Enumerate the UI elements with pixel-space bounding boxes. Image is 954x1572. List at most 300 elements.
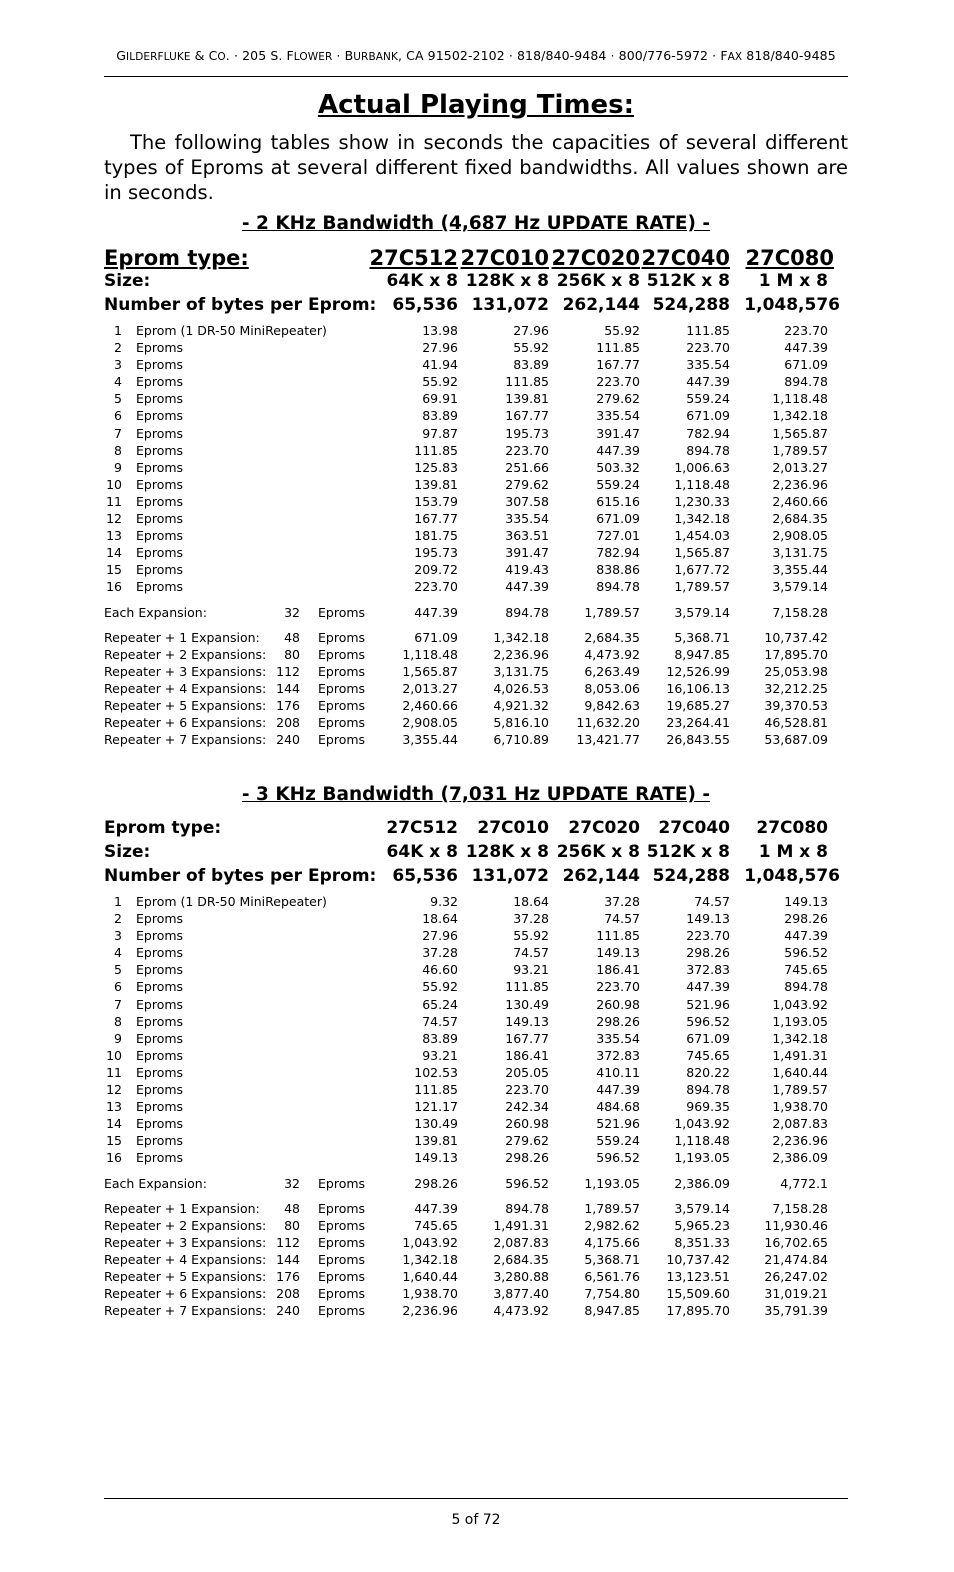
value-cell: 25,053.98 — [764, 663, 828, 679]
value-cell: 4,026.53 — [493, 680, 549, 696]
value-cell: 69.91 — [422, 391, 458, 407]
value-cell: 3,355.44 — [772, 562, 828, 578]
repeater-count: 112 — [276, 663, 300, 679]
eprom-desc: Eproms — [136, 459, 184, 475]
value-cell: 298.26 — [596, 1013, 640, 1029]
col-bytes: 524,288 — [652, 866, 730, 886]
value-cell: 596.52 — [784, 945, 828, 961]
value-cell: 372.83 — [596, 1047, 640, 1063]
repeater-unit: Eproms — [318, 1200, 366, 1216]
value-cell: 3,280.88 — [493, 1268, 549, 1284]
value-cell: 1,230.33 — [674, 493, 730, 509]
repeater-count: 240 — [276, 732, 300, 748]
value-cell: 93.21 — [422, 1047, 458, 1063]
expansion-unit: Eproms — [318, 604, 366, 620]
value-cell: 1,342.18 — [772, 1030, 828, 1046]
value-cell: 139.81 — [505, 391, 549, 407]
value-cell: 2,684.35 — [772, 511, 828, 527]
value-cell: 1,043.92 — [772, 996, 828, 1012]
value-cell: 1,565.87 — [402, 663, 458, 679]
table-row — [104, 544, 848, 561]
row-spacer — [104, 1192, 848, 1200]
table-row — [104, 407, 848, 424]
value-cell: 298.26 — [686, 945, 730, 961]
value-cell: 167.77 — [414, 511, 458, 527]
value-cell: 335.54 — [505, 511, 549, 527]
table-row — [104, 459, 848, 476]
table-row — [104, 1115, 848, 1132]
repeater-row — [104, 663, 848, 680]
value-cell: 4,473.92 — [584, 646, 640, 662]
col-type: 27C040 — [641, 246, 730, 270]
value-cell: 111.85 — [596, 340, 640, 356]
value-cell: 65.24 — [422, 996, 458, 1012]
eprom-desc: Eproms — [136, 1150, 184, 1166]
value-cell: 153.79 — [414, 493, 458, 509]
value-cell: 37.28 — [513, 911, 549, 927]
col-size: 128K x 8 — [465, 271, 549, 291]
value-cell: 838.86 — [596, 562, 640, 578]
col-type: 27C512 — [386, 818, 458, 838]
value-cell: 125.83 — [414, 459, 458, 475]
bytes-row — [104, 295, 848, 322]
value-cell: 55.92 — [513, 340, 549, 356]
repeater-unit: Eproms — [318, 646, 366, 662]
repeater-unit: Eproms — [318, 715, 366, 731]
value-cell: 447.39 — [414, 604, 458, 620]
table-row — [104, 1081, 848, 1098]
value-cell: 186.41 — [505, 1047, 549, 1063]
table-row — [104, 1013, 848, 1030]
value-cell: 820.22 — [686, 1064, 730, 1080]
value-cell: 521.96 — [596, 1116, 640, 1132]
value-cell: 1,342.18 — [674, 511, 730, 527]
eprom-count: 15 — [106, 1133, 122, 1149]
value-cell: 1,938.70 — [402, 1286, 458, 1302]
value-cell: 195.73 — [414, 545, 458, 561]
value-cell: 8,053.06 — [584, 680, 640, 696]
value-cell: 447.39 — [686, 979, 730, 995]
eprom-desc: Eproms — [136, 545, 184, 561]
eprom-desc: Eproms — [136, 357, 184, 373]
table2-title: - 3 KHz Bandwidth (7,031 Hz UPDATE RATE) - — [241, 784, 711, 805]
repeater-row — [104, 680, 848, 697]
value-cell: 3,355.44 — [402, 732, 458, 748]
value-cell: 298.26 — [414, 1175, 458, 1191]
eprom-count: 2 — [114, 911, 122, 927]
value-cell: 2,684.35 — [493, 1251, 549, 1267]
value-cell: 167.77 — [505, 1030, 549, 1046]
repeater-label: Repeater + 5 Expansions: — [104, 697, 267, 713]
value-cell: 1,193.05 — [772, 1013, 828, 1029]
col-bytes: 1,048,576 — [744, 295, 840, 315]
eprom-desc: Eproms — [136, 425, 184, 441]
value-cell: 391.47 — [505, 545, 549, 561]
value-cell: 4,473.92 — [493, 1303, 549, 1319]
repeater-count: 48 — [284, 629, 300, 645]
eprom-type-label: Eprom type: — [104, 818, 222, 838]
eprom-type-row — [104, 818, 848, 842]
bytes-row — [104, 866, 848, 893]
value-cell: 894.78 — [686, 1082, 730, 1098]
eprom-desc: Eproms — [136, 911, 184, 927]
eprom-count: 8 — [114, 442, 122, 458]
eprom-type-row — [104, 246, 848, 271]
value-cell: 1,491.31 — [493, 1217, 549, 1233]
eprom-desc: Eproms — [136, 996, 184, 1012]
table1-rows — [104, 322, 848, 748]
value-cell: 1,043.92 — [402, 1234, 458, 1250]
repeater-unit: Eproms — [318, 1217, 366, 1233]
value-cell: 447.39 — [784, 340, 828, 356]
value-cell: 181.75 — [414, 528, 458, 544]
value-cell: 298.26 — [505, 1150, 549, 1166]
page-header — [104, 48, 848, 63]
value-cell: 279.62 — [505, 476, 549, 492]
page-number: 5 of 72 — [451, 1512, 501, 1528]
eprom-count: 1 — [114, 894, 122, 909]
table-row — [104, 578, 848, 595]
value-cell: 2,386.09 — [674, 1175, 730, 1191]
value-cell: 1,640.44 — [772, 1064, 828, 1080]
col-size: 1 M x 8 — [758, 842, 828, 862]
value-cell: 83.89 — [422, 408, 458, 424]
eprom-count: 13 — [106, 1099, 122, 1115]
eprom-count: 5 — [114, 962, 122, 978]
table-row — [104, 476, 848, 493]
value-cell: 671.09 — [414, 629, 458, 645]
value-cell: 102.53 — [414, 1064, 458, 1080]
eprom-count: 8 — [114, 1013, 122, 1029]
value-cell: 1,193.05 — [674, 1150, 730, 1166]
value-cell: 12,526.99 — [666, 663, 730, 679]
eprom-count: 11 — [106, 493, 122, 509]
value-cell: 209.72 — [414, 562, 458, 578]
value-cell: 1,342.18 — [493, 629, 549, 645]
eprom-desc: Eproms — [136, 1030, 184, 1046]
value-cell: 167.77 — [505, 408, 549, 424]
repeater-unit: Eproms — [318, 680, 366, 696]
value-cell: 9,842.63 — [584, 697, 640, 713]
header-text: G — [116, 48, 127, 63]
eprom-desc: Eproms — [136, 1047, 184, 1063]
value-cell: 894.78 — [784, 979, 828, 995]
value-cell: 1,938.70 — [772, 1099, 828, 1115]
value-cell: 223.70 — [784, 323, 828, 338]
value-cell: 4,921.32 — [493, 697, 549, 713]
table-row — [104, 944, 848, 961]
eprom-count: 3 — [114, 928, 122, 944]
repeater-row — [104, 1200, 848, 1217]
eprom-count: 4 — [114, 374, 122, 390]
row-spacer — [104, 1167, 848, 1175]
value-cell: 39,370.53 — [764, 697, 828, 713]
value-cell: 2,013.27 — [402, 680, 458, 696]
table-row — [104, 373, 848, 390]
value-cell: 27.96 — [422, 928, 458, 944]
value-cell: 149.13 — [686, 911, 730, 927]
value-cell: 335.54 — [596, 1030, 640, 1046]
table2 — [104, 818, 848, 1319]
eprom-desc: Eproms — [136, 979, 184, 995]
repeater-label: Repeater + 3 Expansions: — [104, 1234, 267, 1250]
table1 — [104, 246, 848, 748]
value-cell: 671.09 — [784, 357, 828, 373]
value-cell: 484.68 — [596, 1099, 640, 1115]
value-cell: 410.11 — [596, 1064, 640, 1080]
value-cell: 111.85 — [686, 323, 730, 338]
repeater-label: Repeater + 1 Expansion: — [104, 629, 260, 645]
table-row — [104, 996, 848, 1013]
repeater-label: Repeater + 6 Expansions: — [104, 715, 267, 731]
table-row — [104, 961, 848, 978]
value-cell: 1,342.18 — [402, 1251, 458, 1267]
value-cell: 1,789.57 — [772, 1082, 828, 1098]
value-cell: 223.70 — [596, 374, 640, 390]
table-row — [104, 561, 848, 578]
size-label: Size: — [104, 842, 151, 862]
value-cell: 447.39 — [505, 579, 549, 595]
value-cell: 111.85 — [505, 979, 549, 995]
table-row — [104, 527, 848, 544]
value-cell: 745.65 — [414, 1217, 458, 1233]
eprom-count: 14 — [106, 1116, 122, 1132]
repeater-label: Repeater + 7 Expansions: — [104, 732, 267, 748]
value-cell: 167.77 — [596, 357, 640, 373]
value-cell: 1,491.31 — [772, 1047, 828, 1063]
table-row — [104, 1030, 848, 1047]
eprom-count: 2 — [114, 340, 122, 356]
value-cell: 5,816.10 — [493, 715, 549, 731]
size-label: Size: — [104, 271, 151, 291]
header-text: . · 205 S. F — [225, 48, 294, 63]
value-cell: 10,737.42 — [764, 629, 828, 645]
repeater-count: 144 — [276, 680, 300, 696]
value-cell: 782.94 — [686, 425, 730, 441]
value-cell: 2,982.62 — [584, 1217, 640, 1233]
col-bytes: 262,144 — [562, 866, 640, 886]
value-cell: 111.85 — [414, 1082, 458, 1098]
col-type: 27C010 — [477, 818, 549, 838]
value-cell: 31,019.21 — [764, 1286, 828, 1302]
repeater-count: 176 — [276, 697, 300, 713]
value-cell: 74.57 — [694, 894, 730, 909]
eprom-desc: Eproms — [136, 408, 184, 424]
expansion-unit: Eproms — [318, 1175, 366, 1191]
value-cell: 111.85 — [414, 442, 458, 458]
repeater-count: 48 — [284, 1200, 300, 1216]
eprom-desc: Eproms — [136, 1064, 184, 1080]
value-cell: 93.21 — [513, 962, 549, 978]
bytes-label: Number of bytes per Eprom: — [104, 866, 377, 886]
expansion-label: Each Expansion: — [104, 1175, 207, 1191]
table-row — [104, 1098, 848, 1115]
eprom-desc: Eproms — [136, 528, 184, 544]
table-row — [104, 322, 848, 339]
value-cell: 53,687.09 — [764, 732, 828, 748]
value-cell: 11,930.46 — [764, 1217, 828, 1233]
value-cell: 1,118.48 — [674, 476, 730, 492]
value-cell: 1,789.57 — [584, 1200, 640, 1216]
value-cell: 363.51 — [505, 528, 549, 544]
value-cell: 41.94 — [422, 357, 458, 373]
eprom-count: 6 — [114, 979, 122, 995]
value-cell: 2,386.09 — [772, 1150, 828, 1166]
value-cell: 1,342.18 — [772, 408, 828, 424]
value-cell: 2,236.96 — [772, 1133, 828, 1149]
value-cell: 223.70 — [505, 442, 549, 458]
col-size: 64K x 8 — [386, 842, 458, 862]
value-cell: 559.24 — [596, 1133, 640, 1149]
eprom-count: 10 — [106, 1047, 122, 1063]
header-text: URBANK — [353, 51, 398, 63]
header-text: ILDERFLUKE — [126, 51, 191, 63]
eprom-count: 4 — [114, 945, 122, 961]
value-cell: 596.52 — [686, 1013, 730, 1029]
header-text: 818/840-9485 — [742, 48, 836, 63]
repeater-label: Repeater + 4 Expansions: — [104, 680, 267, 696]
bytes-label: Number of bytes per Eprom: — [104, 295, 377, 315]
value-cell: 32,212.25 — [764, 680, 828, 696]
value-cell: 745.65 — [784, 962, 828, 978]
value-cell: 19,685.27 — [666, 697, 730, 713]
repeater-unit: Eproms — [318, 1234, 366, 1250]
value-cell: 111.85 — [596, 928, 640, 944]
value-cell: 1,118.48 — [772, 391, 828, 407]
value-cell: 279.62 — [505, 1133, 549, 1149]
value-cell: 8,947.85 — [674, 646, 730, 662]
value-cell: 2,236.96 — [402, 1303, 458, 1319]
value-cell: 186.41 — [596, 962, 640, 978]
eprom-count: 12 — [106, 511, 122, 527]
col-size: 256K x 8 — [556, 271, 640, 291]
col-size: 128K x 8 — [465, 842, 549, 862]
eprom-desc: Eproms — [136, 579, 184, 595]
value-cell: 2,013.27 — [772, 459, 828, 475]
repeater-count: 208 — [276, 715, 300, 731]
value-cell: 46,528.81 — [764, 715, 828, 731]
eprom-desc: Eproms — [136, 945, 184, 961]
table-row — [104, 425, 848, 442]
value-cell: 260.98 — [596, 996, 640, 1012]
value-cell: 3,579.14 — [674, 604, 730, 620]
value-cell: 223.70 — [686, 928, 730, 944]
value-cell: 11,632.20 — [576, 715, 640, 731]
value-cell: 13,123.51 — [666, 1268, 730, 1284]
col-type: 27C010 — [460, 246, 549, 270]
value-cell: 223.70 — [686, 340, 730, 356]
value-cell: 419.43 — [505, 562, 549, 578]
value-cell: 10,737.42 — [666, 1251, 730, 1267]
value-cell: 37.28 — [604, 894, 640, 909]
value-cell: 223.70 — [414, 579, 458, 595]
value-cell: 391.47 — [596, 425, 640, 441]
table-row — [104, 1064, 848, 1081]
col-size: 512K x 8 — [646, 271, 730, 291]
value-cell: 1,118.48 — [402, 646, 458, 662]
col-bytes: 65,536 — [392, 866, 458, 886]
value-cell: 1,565.87 — [772, 425, 828, 441]
table-row — [104, 390, 848, 407]
eprom-count: 15 — [106, 562, 122, 578]
table2-rows — [104, 893, 848, 1319]
eprom-desc: Eproms — [136, 493, 184, 509]
repeater-unit: Eproms — [318, 697, 366, 713]
value-cell: 894.78 — [505, 1200, 549, 1216]
value-cell: 4,175.66 — [584, 1234, 640, 1250]
eprom-count: 1 — [114, 323, 122, 338]
col-type: 27C040 — [658, 818, 730, 838]
eprom-count: 16 — [106, 579, 122, 595]
value-cell: 16,106.13 — [666, 680, 730, 696]
value-cell: 83.89 — [513, 357, 549, 373]
eprom-count: 7 — [114, 425, 122, 441]
eprom-count: 9 — [114, 1030, 122, 1046]
value-cell: 8,947.85 — [584, 1303, 640, 1319]
value-cell: 1,193.05 — [584, 1175, 640, 1191]
repeater-row — [104, 1268, 848, 1285]
col-size: 512K x 8 — [646, 842, 730, 862]
repeater-count: 208 — [276, 1286, 300, 1302]
value-cell: 3,579.14 — [772, 579, 828, 595]
eprom-count: 14 — [106, 545, 122, 561]
repeater-row — [104, 1302, 848, 1319]
value-cell: 3,131.75 — [493, 663, 549, 679]
value-cell: 671.09 — [686, 1030, 730, 1046]
header-rule — [104, 76, 848, 77]
value-cell: 26,843.55 — [666, 732, 730, 748]
value-cell: 2,460.66 — [402, 697, 458, 713]
value-cell: 5,965.23 — [674, 1217, 730, 1233]
value-cell: 9.32 — [430, 894, 458, 909]
eprom-count: 16 — [106, 1150, 122, 1166]
value-cell: 7,754.80 — [584, 1286, 640, 1302]
value-cell: 1,789.57 — [674, 579, 730, 595]
value-cell: 17,895.70 — [666, 1303, 730, 1319]
eprom-desc: Eproms — [136, 1116, 184, 1132]
repeater-unit: Eproms — [318, 629, 366, 645]
col-type: 27C080 — [745, 246, 834, 270]
intro-paragraph: The following tables show in seconds the capacities of several different types of Eproms at several different fixed bandwidths. All values shown are in seconds. — [104, 131, 848, 204]
expansion-row — [104, 604, 848, 621]
value-cell: 205.05 — [505, 1064, 549, 1080]
header-text: , CA 91502-2102 · 818/840-9484 · 800/776-5972 · — [397, 48, 721, 63]
value-cell: 223.70 — [505, 1082, 549, 1098]
value-cell: 3,579.14 — [674, 1200, 730, 1216]
value-cell: 5,368.71 — [584, 1251, 640, 1267]
repeater-label: Repeater + 4 Expansions: — [104, 1251, 267, 1267]
value-cell: 223.70 — [596, 979, 640, 995]
eprom-desc: Eproms — [136, 1013, 184, 1029]
value-cell: 2,908.05 — [772, 528, 828, 544]
value-cell: 27.96 — [513, 323, 549, 338]
eprom-desc: Eproms — [136, 928, 184, 944]
value-cell: 447.39 — [414, 1200, 458, 1216]
value-cell: 894.78 — [596, 579, 640, 595]
value-cell: 139.81 — [414, 476, 458, 492]
expansion-count: 32 — [284, 604, 300, 620]
table-row — [104, 442, 848, 459]
eprom-desc: Eproms — [136, 391, 184, 407]
eprom-count: 9 — [114, 459, 122, 475]
size-row — [104, 842, 848, 866]
eprom-desc: Eproms — [136, 442, 184, 458]
eprom-count: 3 — [114, 357, 122, 373]
value-cell: 139.81 — [414, 1133, 458, 1149]
eprom-desc: Eprom (1 DR-50 MiniRepeater) — [136, 894, 327, 909]
value-cell: 1,006.63 — [674, 459, 730, 475]
col-bytes: 131,072 — [471, 295, 549, 315]
